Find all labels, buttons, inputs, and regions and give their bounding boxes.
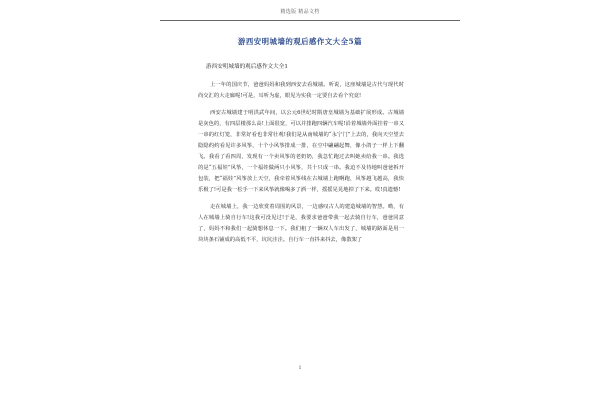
paragraph: 上一年的国庆节，爸爸妈妈和我到西安去看城墙。听说，这座城墙是古代与现代时尚交汇的大走廊呢!可是，耳听为虚，眼见为实我一定要自去看个究竟! (198, 82, 404, 99)
header-divider (160, 20, 460, 21)
article-subtitle: 游西安明城墙的观后感作文大全1 (206, 64, 288, 70)
paragraph: 西安古城墙建于明洪武年间，以公元6世纪时隋唐皇城墙为基础扩展形成。古城墙是灰色的，有四层楼那么高!上面很宽，可以并排跑四辆汽车呢!沿着城墙外面挂着一串又一串的红灯笼，非常好看也非常壮观!我们是从南城墙的“永宁门”上去的，我向天空望去隐隐约约看见许多风筝，十个小风筝排成一排，在空中翩翩起舞，像小鸽子一样上下翻飞。我看了看四周，发现有一个卖风筝的老奶奶，我急忙跑过去叫她卖给我一串。我选的是“五福娃”风筝，一个福娃做两只小风筝，共十只成一串。我迫不及待地叫爸爸拆开包装，把“福娃”风筝放上天空，我牵着风筝线在古城墙上跑啊跑，风筝越飞越高，我快乐极了!可是我一松手一下来风筝就像喝多了酒一样，摇摇晃晃地掉了下来。哎!真遗憾! (198, 110, 404, 193)
paragraph: 走在城墙上，我一边欣赏着周围的风景，一边感叹古人的建造城墙的智慧。呦，有人在城墙上骑自行车!这我可没见过!于是，我要求爸爸带我一起去骑自行车，爸爸同意了，妈妈不和我们一起骑想休息一下。我们租了一辆双人车出发了，城墙的路面是用一块块条石铺成的高低不平，坑坑洼洼。自行车一直抖来抖去，像散架了 (198, 204, 404, 243)
document-title: 游西安明城墙的观后感作文大全5篇 (237, 37, 362, 46)
page-number: 1 (298, 366, 302, 371)
page-header: 精选版 精品文档 (280, 9, 320, 15)
document-body (198, 62, 404, 252)
